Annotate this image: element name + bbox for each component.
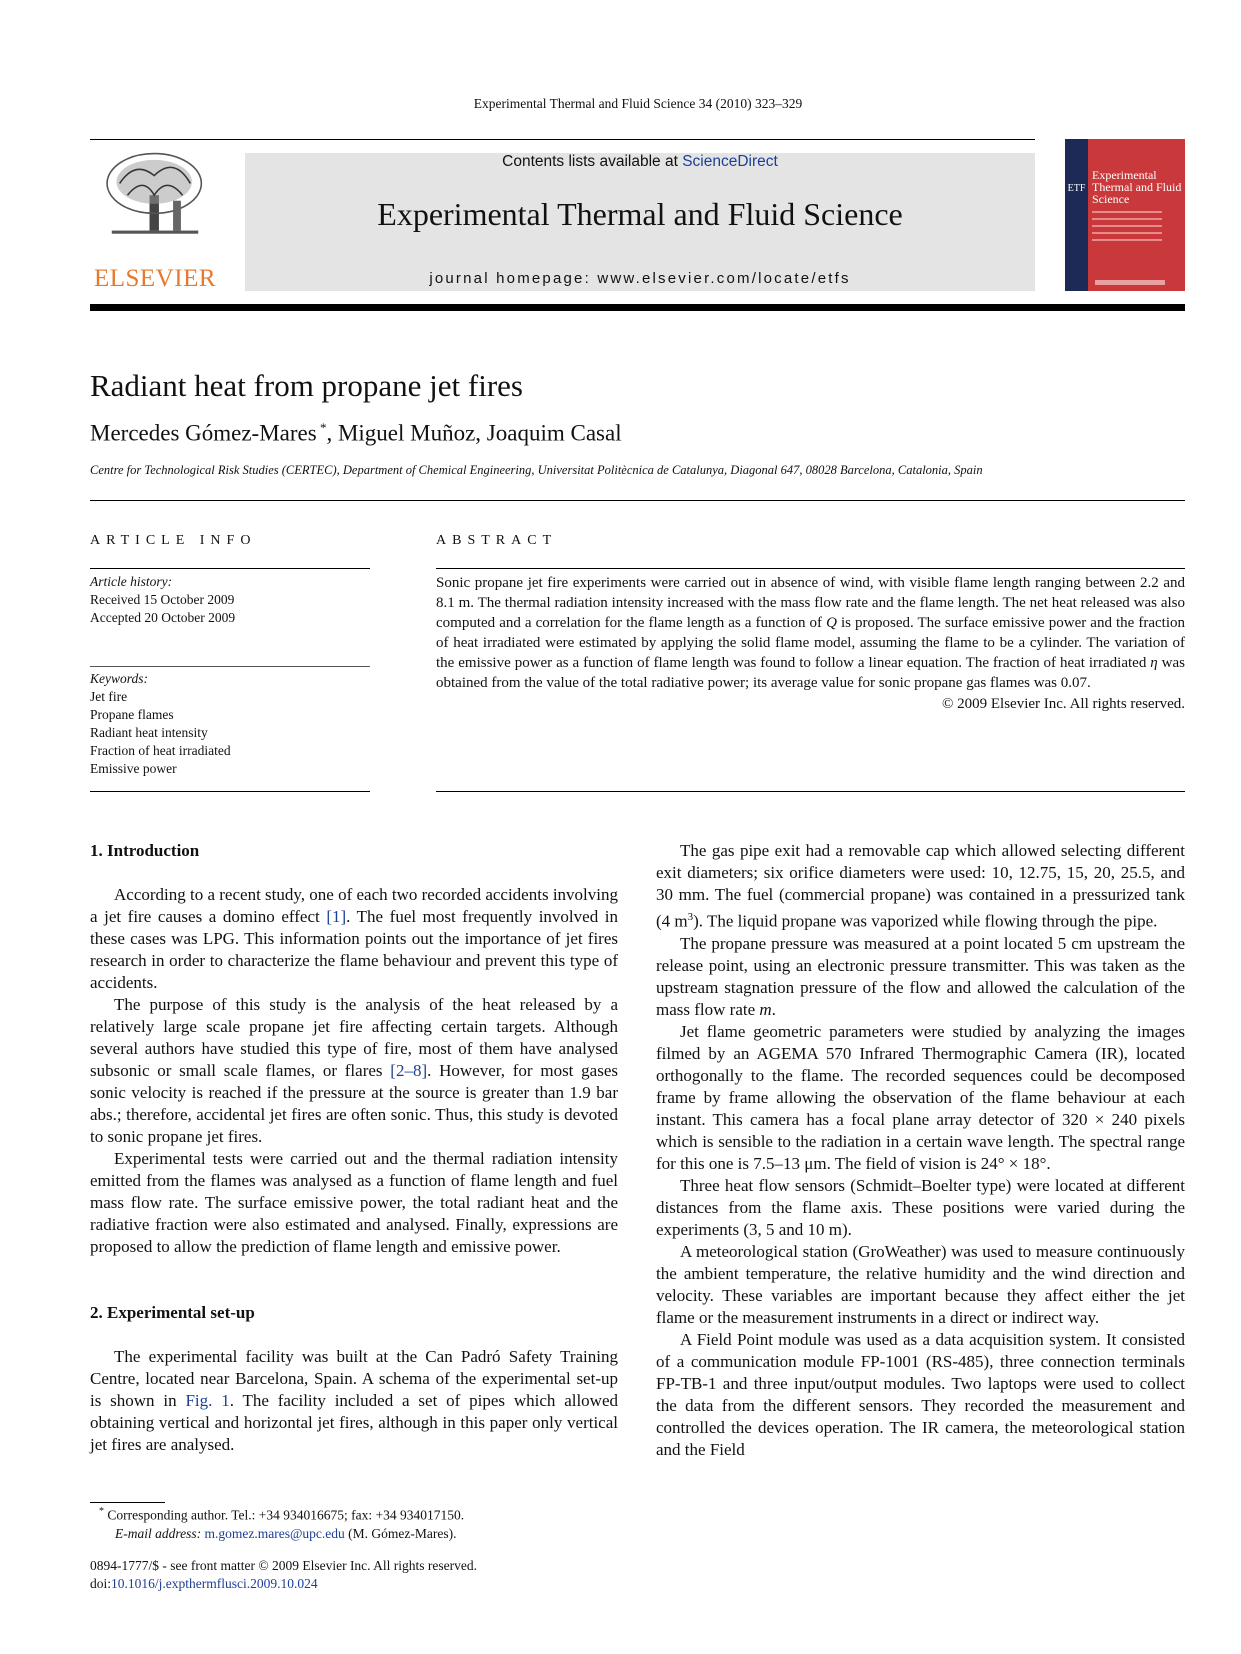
keyword: Radiant heat intensity [90,725,208,740]
keyword: Propane flames [90,707,174,722]
paragraph: Experimental tests were carried out and the thermal radiation intensity emitted from the flames was analysed as a function of flame length and fuel mass flow rate. The surface emissive power, the total radiant heat and the radiative fraction were also estimated and analysed. Finally, expressions are proposed to allow the prediction of flame length and emissive power. [90,1149,618,1256]
keywords-label: Keywords: [90,671,148,686]
abstract-heading: ABSTRACT [436,533,558,548]
cover-strip [1065,139,1088,291]
abstract-part: was obtained from the value of the total radiative power; its average value for sonic propane gas flames was 0.07. [436,655,1186,692]
body-right-column [656,840,1185,1461]
author-list [90,420,622,447]
paragraph: The gas pipe exit had a removable cap which allowed selecting different exit diameters; six orifice diameters were used: 10, 12.75, 15, 20, 25.5, and 30 mm. The fuel (commercial propane) was contained in a pressurized tank (4 $m^3$). The liquid propane was vaporized while flowing through the pipe. [656,841,1185,931]
elsevier-tree-logo [90,152,220,262]
reference-link[interactable]: [1] [326,907,347,926]
paragraph: A Field Point module was used as a data acquisition system. It consisted of a communication module FP-1001 (RS-485), three connection terminals FP-TB-1 and three input/output modules. Two laptops were used to collect the data from the different sensors. They recorded the measurement and controlled the devices operation. The IR camera, the meteorological station and the Field [656,1329,1185,1459]
doi-line: doi:10.1016/j.expthermflusci.2009.10.024 [90,1576,318,1591]
figure-link[interactable]: Fig. 1 [185,1391,230,1410]
title-rule [90,500,1185,501]
email-link[interactable]: m.gomez.mares@upc.edu [204,1525,345,1541]
received-date: Received 15 October 2009 [90,592,235,607]
keyword: Emissive power [90,761,177,776]
history-rule [90,666,370,667]
info-rule [90,568,370,569]
header-thick-rule [90,304,1185,311]
journal-citation: Experimental Thermal and Fluid Science 34 (2010) 323–329 [473,96,803,111]
cover-lines [1092,211,1162,246]
abstract-text [436,573,1185,714]
abstract-part: Sonic propane jet fire experiments were carried out in absence of wind, with visible flame length ranging between 2.2 and 8.1 m. The thermal radiation intensity increased with the mass flow rate and the flame length. The net heat released was also computed and a correlation for the flame length as a function of [436,575,1185,632]
journal-cover [1065,139,1185,291]
paragraph: Jet flame geometric parameters were studied by analyzing the images filmed by an AGEMA 570 Infrared Thermographic Camera (IR), located orthogonally to the flame. The recorded sequences could be decomposed frame by frame allowing the observation of the flame behaviour at each instant. This camera has a focal plane array detector of 320 × 240 pixels which is sensible to the radiation in a certain wave length. The spectral range for this one is 7.5–13 μm. The field of vision is 24° × 18°. [656,1021,1185,1173]
doi-link[interactable]: 10.1016/j.expthermflusci.2009.10.024 [111,1576,318,1591]
contents-line [245,153,1035,171]
accepted-date: Accepted 20 October 2009 [90,610,236,625]
article-history [90,573,370,627]
paragraph: The purpose of this study is the analysis of the heat released by a relatively large scale propane jet fire affecting certain targets. Although several authors have studied this type of fire, most of them have analysed subsonic or small scale flames, or flares [2–8]. However, for most gases sonic velocity is reached if the pressure at the source is greater than 1.9 bar abs.; therefore, accidental jet fires are often sonic. Thus, this study is devoted to sonic propane jet fires. [90,995,618,1146]
keyword: Jet fire [90,689,128,704]
corresponding-mark[interactable]: * [316,420,327,435]
other-authors: , Miguel Muñoz, Joaquim Casal [326,420,622,446]
header-rule [90,139,1035,140]
history-label: Article history: [90,574,173,589]
issn-line: 0894-1777/$ - see front matter © 2009 Elsevier Inc. All rights reserved. [90,1558,478,1573]
cover-logo: ETF [1067,183,1086,194]
article-title: Radiant heat from propane jet fires [90,368,523,403]
journal-homepage[interactable]: journal homepage: www.elsevier.com/locate/etfs [429,270,851,287]
body-left-column [90,840,618,1456]
sciencedirect-link[interactable]: ScienceDirect [682,153,778,170]
symbol-eta: η [1150,655,1158,672]
affiliation: Centre for Technological Risk Studies (CERTEC), Department of Chemical Engineering, Universitat Politècnica de Catalunya, Diagonal 647, 08028 Barcelona, Catalonia, Spain [90,463,983,477]
abstract-part: is proposed. The surface emissive power and the fraction of heat irradiated were estimated by applying the solid flame model, assuming the flame to be a cylinder. The variation of the emissive power as a function of flame length was found to follow a linear equation. The fraction of heat irradiated [436,615,1185,672]
cover-footer [1095,280,1165,285]
reference-link[interactable]: [2–8] [390,1061,428,1080]
symbol-q: Q [826,615,837,632]
email-label: E-mail address: [115,1525,205,1541]
author-1[interactable]: Mercedes Gómez-Mares [90,420,317,446]
keyword: Fraction of heat irradiated [90,743,231,758]
paragraph: The experimental facility was built at the Can Padró Safety Training Centre, located near Barcelona, Spain. A schema of the experimental set-up is shown in Fig. 1. The facility included a set of pipes which allowed obtaining vertical and horizontal jet fires, although in this paper only vertical jet fires are analysed. [90,1347,619,1454]
paragraph: Three heat flow sensors (Schmidt–Boelter type) were located at different distances from the flame axis. These positions were varied during the experiments (3, 5 and 10 m). [656,1175,1185,1239]
abstract-copyright: © 2009 Elsevier Inc. All rights reserved. [941,695,1185,712]
abstract-rule [436,568,1185,569]
section-2-heading: 2. Experimental set-up [90,1303,255,1322]
info-bottom-rule [90,791,370,792]
paragraph: The propane pressure was measured at a point located 5 cm upstream the release point, using an electronic pressure transmitter. This was taken as the upstream stagnation pressure of the flow and allowed the calculation of the mass flow rate m. [656,933,1185,1019]
footnote: * Corresponding author. Tel.: +34 934016675; fax: +34 934017150. E-mail address: m.gomez.mares@upc.edu (M. Gómez-Mares). [99,1506,465,1541]
elsevier-wordmark: ELSEVIER [93,265,217,292]
front-matter [90,1557,630,1593]
contents-prefix: Contents lists available at [502,153,683,170]
journal-title: Experimental Thermal and Fluid Science [377,196,903,232]
section-1-heading: 1. Introduction [90,841,200,860]
footnote-mark: * [99,1506,104,1517]
paragraph: According to a recent study, one of each two recorded accidents involving a jet fire causes a domino effect [1]. The fuel most frequently involved in these cases was LPG. This information points out the importance of jet fires research in order to characterize the flame behaviour and prevent this type of accidents. [90,885,618,992]
article-info-heading: ARTICLE INFO [90,533,257,548]
paragraph: A meteorological station (GroWeather) was used to measure continuously the ambient temperature, the relative humidity and the wind direction and velocity. These variables are important because they affect either the jet flame or the measurement instruments in a direct or indirect way. [656,1241,1185,1327]
keywords-block [90,670,370,778]
abstract-bottom-rule [436,791,1185,792]
corresponding-author: Corresponding author. Tel.: +34 934016675; fax: +34 934017150. [104,1507,465,1523]
cover-title: Experimental Thermal and Fluid Science [1092,168,1182,206]
